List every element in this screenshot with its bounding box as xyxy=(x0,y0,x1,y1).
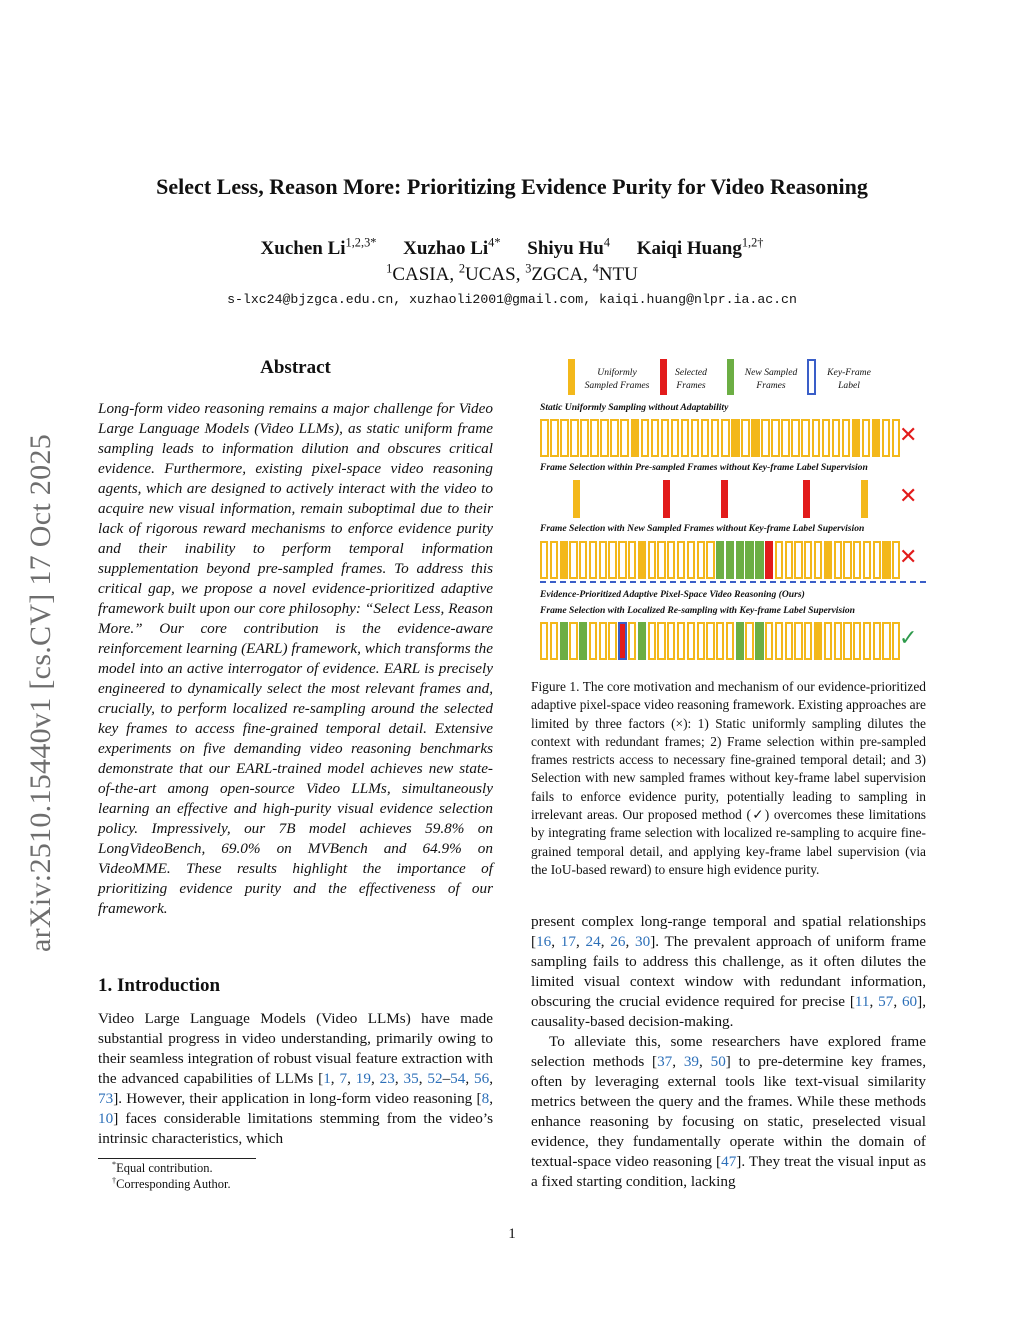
row-label-new-sampled-selection: Frame Selection with New Sampled Frames without Key-frame Label Supervision xyxy=(540,523,865,534)
frame-u-out xyxy=(620,419,629,457)
citation-link[interactable]: 19 xyxy=(355,1070,371,1087)
frame-u-out xyxy=(648,622,656,660)
frame-u-out xyxy=(677,622,685,660)
frame-u-out xyxy=(814,541,822,579)
cross-mark-icon: ✕ xyxy=(899,423,918,448)
frame-u-out xyxy=(628,622,636,660)
figure-1-caption: Figure 1. The core motivation and mechanism of our evidence-prioritized adaptive pixel-space video reasoning framework. Existing approaches are limited by three factors (×): 1) Static uniformly sampling dilutes the context with redundant frames; 2) Frame selection within pre-sampled frames restricts access to necessary fine-grained temporal detail; and 3) Selection with new sampled frames without key-frame label supervision fails to enforce evidence purity, potentially leading to sampling in irrelevant areas. Our proposed method (✓) overcomes these limitations by integrating frame selection with localized re-sampling to acquire fine-grained temporal detail, and applying key-frame label supervision (via the IoU-based reward) to ensure high evidence purity. xyxy=(531,679,926,877)
legend-swatch-key-frame xyxy=(807,359,816,395)
abstract-body: Long-form video reasoning remains a major challenge for Video Large Language Models (Video LLMs), as static uniform frame sampling leads to information dilution and obscures critical evidence. Furthermore, existing pixel-space video reasoning agents, which are designed to actively interact with the video to acquire new visual information, remain suboptimal due to their lack of rigorous reward mechanisms to enforce evidence purity and their inability to perform temporal information supplementation beyond pre-sampled frames. To address this critical gap, we propose a novel evidence-prioritized adaptive framework built upon our core philosophy: “Select Less, Reason More.” Our core contribution is the evidence-aware reinforcement learning (EARL) framework, which transforms the model into an active interrogator of evidence. EARL is precisely engineered to dynamically select the most relevant frames and, crucially, to perform localized re-sampling around the selected key frames to access fine-grained temporal detail. Extensive experiments on five demanding video reasoning benchmarks demonstrate that our EARL-trained model achieves new state-of-the-art among open-source Video LLMs, simultaneously learning an effective and high-purity visual evidence selection policy. Impressively, our 7B model achieves 59.8% on LongVideoBench, 69.0% on MVBench and 64.9% on VideoMME. These results highlight the importance of prioritizing evidence purity and the effectiveness of our framework. xyxy=(98,400,493,917)
frame-u-out xyxy=(834,622,842,660)
citation-link[interactable]: 50 xyxy=(710,1053,726,1070)
footnote-equal-contribution: *Equal contribution. xyxy=(112,1159,213,1175)
affiliations: $^1$CASIA, $^2$UCAS, $^3$ZGCA, $^4$NTU xyxy=(386,261,638,285)
frame-u-out xyxy=(842,419,851,457)
author: Xuchen $Li^{1,2,3*}$ xyxy=(260,235,377,259)
frame-u-out xyxy=(785,622,793,660)
frame-green xyxy=(579,622,587,660)
frame-u-out xyxy=(701,419,710,457)
frame-u-out xyxy=(824,622,832,660)
frame-green xyxy=(716,541,724,579)
frame-u-out xyxy=(589,541,597,579)
frame-u-out xyxy=(667,622,675,660)
frame-u-out xyxy=(600,419,609,457)
citation-link[interactable]: 54 xyxy=(450,1070,466,1087)
frame-red xyxy=(803,480,810,518)
frame-u-out xyxy=(706,541,714,579)
footnote-corresponding-author: †Corresponding Author. xyxy=(112,1175,231,1191)
frame-u-out xyxy=(775,622,783,660)
frame-u-out xyxy=(550,541,558,579)
frame-u-out xyxy=(687,541,695,579)
citation-link[interactable]: 11 xyxy=(854,993,870,1010)
frame-u-out xyxy=(608,622,616,660)
legend-label-key-frame: Key-Frame Label xyxy=(827,367,871,391)
frame-u-out xyxy=(843,622,851,660)
frame-u-out xyxy=(691,419,700,457)
frame-u-out xyxy=(863,541,871,579)
frame-u-out xyxy=(721,419,730,457)
frame-green xyxy=(726,541,734,579)
author-emails: s-lxc24@bjzgca.edu.cn, xuzhaoli2001@gmail.com, kaiqi.huang@nlpr.ia.ac.cn xyxy=(227,292,797,307)
abstract-heading: Abstract xyxy=(260,357,331,378)
frame-u-out xyxy=(761,419,770,457)
frame-u-out xyxy=(832,419,841,457)
frame-green xyxy=(560,622,568,660)
citation-link[interactable]: 24 xyxy=(585,933,601,950)
frame-u-out xyxy=(681,419,690,457)
frame-u-out xyxy=(540,541,548,579)
author: Kaiqi Huang$^{1,2\dagger}$ xyxy=(636,235,764,259)
paragraph: To alleviate this, some researchers have explored frame selection methods [37, 39, 50] to pre-determine key frames, often by leveraging external tools like text-visual similarity metrics between the query and the frames. While these methods enhance reasoning by focusing on static, preselected visual evidence, they fundamentally operate within the domain of textual-space video reasoning [47]. They treat the visual input as a fixed starting condition, lacking xyxy=(531,1033,926,1190)
frame-u-fill xyxy=(731,419,740,457)
frame-u-out xyxy=(599,622,607,660)
frame-u-fill xyxy=(814,622,822,660)
author: Shiyu Hu$^4$ xyxy=(527,235,610,259)
frame-u-out xyxy=(804,622,812,660)
citation-link[interactable]: 26 xyxy=(610,933,626,950)
legend-swatch-new-sampled xyxy=(727,359,734,395)
frame-u-out xyxy=(765,622,773,660)
frame-u-fill xyxy=(882,541,890,579)
frame-u-out xyxy=(550,622,558,660)
frame-u-out xyxy=(775,541,783,579)
citation-link[interactable]: 30 xyxy=(635,933,651,950)
frame-u-out xyxy=(882,419,891,457)
frame-u-fill xyxy=(751,419,760,457)
frame-u-out xyxy=(791,419,800,457)
author: Xuzhao $Li^{4*}$ xyxy=(403,235,501,259)
frame-red xyxy=(721,480,728,518)
frame-green xyxy=(755,541,763,579)
frame-u-out xyxy=(697,622,705,660)
frame-u-out xyxy=(657,541,665,579)
frame-u-fill xyxy=(861,480,868,518)
legend-label-new-sampled: New Sampled Frames xyxy=(744,367,798,391)
frame-u-out xyxy=(843,541,851,579)
frame-u-out xyxy=(610,419,619,457)
frame-u-out xyxy=(801,419,810,457)
citation-link[interactable]: 10 xyxy=(98,1110,114,1127)
arxiv-identifier-stamp: arXiv:2510.15440v1 [cs.CV] 17 Oct 2025 xyxy=(24,433,57,952)
citation-link[interactable]: 47 xyxy=(721,1153,737,1170)
frame-u-fill xyxy=(638,541,646,579)
row-label-ours-subtitle: Frame Selection with Localized Re-sampling with Key-frame Label Supervision xyxy=(540,605,855,616)
footnote-divider xyxy=(98,1158,256,1159)
frame-green xyxy=(638,622,646,660)
frame-u-fill xyxy=(852,419,861,457)
citation-link[interactable]: 56 xyxy=(474,1070,490,1087)
frame-u-out xyxy=(863,622,871,660)
frame-u-out xyxy=(628,541,636,579)
frame-u-fill xyxy=(631,419,640,457)
legend-label-uniform: Uniformly Sampled Frames xyxy=(584,367,650,391)
frame-u-out xyxy=(687,622,695,660)
frame-u-out xyxy=(671,419,680,457)
frame-u-out xyxy=(657,622,665,660)
frame-u-out xyxy=(580,419,589,457)
section-heading-introduction: 1. Introduction xyxy=(98,975,221,996)
frame-u-out xyxy=(579,541,587,579)
cross-mark-icon: ✕ xyxy=(899,484,918,509)
frame-green xyxy=(745,541,753,579)
frame-u-out xyxy=(822,419,831,457)
frame-u-out xyxy=(716,622,724,660)
frame-u-out xyxy=(794,541,802,579)
author-list xyxy=(0,235,1024,260)
introduction-paragraph: Video Large Language Models (Video LLMs) have made substantial progress in video understanding, primarily owing to their seamless integration of robust visual feature extraction with the advanced capabilities of LLMs [1, 7, 19, 23, 35, 52–54, 56, 73]. However, their application in long-form video reasoning [8, 10] faces considerable limitations stemming from the video’s intrinsic characteristics, which xyxy=(98,1010,494,1147)
citation-link[interactable]: 35 xyxy=(403,1070,419,1087)
frame-u-out xyxy=(540,622,548,660)
frames-row-pre-sampled-selection xyxy=(540,480,902,520)
frame-u-fill xyxy=(573,480,580,518)
frame-u-out xyxy=(569,541,577,579)
page-number: 1 xyxy=(508,1226,516,1242)
frame-u-out xyxy=(711,419,720,457)
figure-1 xyxy=(531,355,931,665)
frame-u-out xyxy=(804,541,812,579)
frame-u-out xyxy=(745,622,753,660)
citation-link[interactable]: 7 xyxy=(339,1070,348,1087)
check-mark-icon: ✓ xyxy=(899,626,918,651)
citation-link[interactable]: 60 xyxy=(901,993,918,1010)
frame-u-out xyxy=(608,541,616,579)
right-column-body xyxy=(531,912,926,1192)
figure-divider-dashed xyxy=(540,581,926,583)
frame-u-out xyxy=(648,541,656,579)
citation-link[interactable]: 57 xyxy=(878,993,894,1010)
citation-link[interactable]: 23 xyxy=(379,1070,395,1087)
frame-u-out xyxy=(873,541,881,579)
frame-u-out xyxy=(590,419,599,457)
frame-u-fill xyxy=(872,419,881,457)
frame-u-out xyxy=(794,622,802,660)
frames-row-static-uniform xyxy=(540,419,902,459)
frame-u-out xyxy=(873,622,881,660)
frame-u-out xyxy=(677,541,685,579)
legend-swatch-selected xyxy=(660,359,667,395)
frame-key xyxy=(618,622,626,660)
frame-u-fill xyxy=(824,541,832,579)
frame-u-out xyxy=(706,622,714,660)
citation-link[interactable]: 52 xyxy=(427,1070,443,1087)
frame-u-out xyxy=(853,541,861,579)
paragraph: present complex long-range temporal and spatial relationships [16, 17, 24, 26, 30]. The prevalent approach of uniform frame sampling fails to address this challenge, as it often dilutes the limited visual context window with redundant information, obscuring the crucial evidence required for precise [11, 57, 60], causality-based decision-making. xyxy=(531,913,927,1030)
frame-u-out xyxy=(812,419,821,457)
frame-red xyxy=(765,541,773,579)
frame-u-out xyxy=(726,622,734,660)
frame-u-out xyxy=(569,622,577,660)
frame-u-out xyxy=(785,541,793,579)
frame-u-out xyxy=(882,622,890,660)
frames-row-ours xyxy=(540,622,902,662)
citation-link[interactable]: 73 xyxy=(98,1090,114,1107)
citation-link[interactable]: 37 xyxy=(657,1053,673,1070)
legend-label-selected: Selected Frames xyxy=(675,367,707,391)
frame-u-out xyxy=(834,541,842,579)
frame-red xyxy=(663,480,670,518)
citation-link[interactable]: 16 xyxy=(536,933,552,950)
frame-green xyxy=(755,622,763,660)
paper-title: Select Less, Reason More: Prioritizing Evidence Purity for Video Reasoning xyxy=(156,174,868,199)
frame-u-out xyxy=(599,541,607,579)
row-label-pre-sampled-selection: Frame Selection within Pre-sampled Frames without Key-frame Label Supervision xyxy=(540,462,868,473)
frame-u-out xyxy=(550,419,559,457)
frames-row-new-sampled-selection xyxy=(540,541,902,581)
frame-u-out xyxy=(560,419,569,457)
frame-u-out xyxy=(862,419,871,457)
frame-u-out xyxy=(589,622,597,660)
frame-u-fill xyxy=(560,541,568,579)
frame-green xyxy=(736,541,744,579)
frame-u-out xyxy=(641,419,650,457)
citation-link[interactable]: 17 xyxy=(560,933,576,950)
citation-link[interactable]: 39 xyxy=(683,1053,700,1070)
cross-mark-icon: ✕ xyxy=(899,545,918,570)
frame-u-out xyxy=(540,419,549,457)
row-label-static-uniform: Static Uniformly Sampling without Adaptability xyxy=(540,402,729,413)
frame-u-out xyxy=(781,419,790,457)
citation-link[interactable]: 1 xyxy=(323,1070,331,1087)
frame-u-out xyxy=(570,419,579,457)
frame-u-out xyxy=(771,419,780,457)
frame-u-out xyxy=(697,541,705,579)
frame-u-out xyxy=(667,541,675,579)
frame-u-out xyxy=(661,419,670,457)
frame-u-out xyxy=(741,419,750,457)
frame-u-out xyxy=(618,541,626,579)
citation-link[interactable]: 8 xyxy=(481,1090,490,1107)
frame-u-out xyxy=(651,419,660,457)
legend-swatch-uniform xyxy=(568,359,575,395)
frame-u-out xyxy=(853,622,861,660)
row-label-ours-title: Evidence-Prioritized Adaptive Pixel-Space Video Reasoning (Ours) xyxy=(540,589,805,600)
frame-green xyxy=(736,622,744,660)
